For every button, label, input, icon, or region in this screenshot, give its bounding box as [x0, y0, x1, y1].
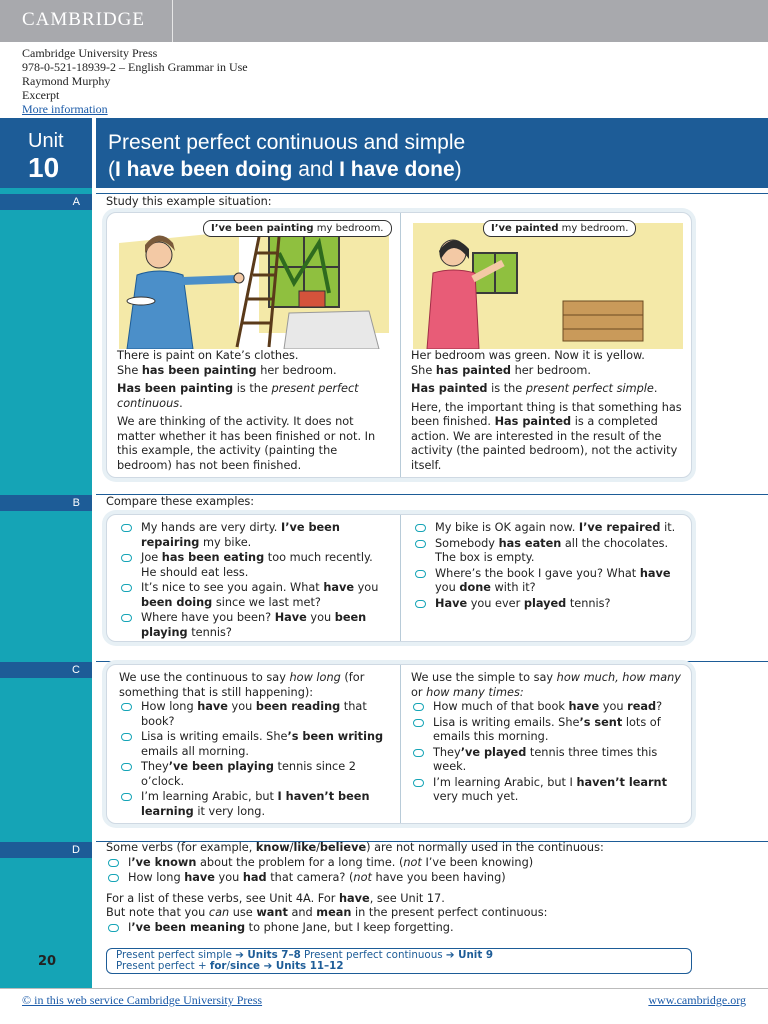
- example-sentence: [411, 716, 687, 745]
- text-run: with it?: [490, 581, 536, 594]
- bullet-icon: [108, 874, 119, 882]
- text-run: since we last met?: [212, 595, 321, 609]
- c-right-intro: [411, 671, 687, 700]
- bold-text: ➔ Unit 9: [445, 949, 494, 961]
- example-sentence: [119, 551, 389, 580]
- text-run: , see Unit 17.: [369, 891, 445, 905]
- example-sentence: [119, 790, 391, 819]
- speech-bubble-kate: [203, 220, 392, 237]
- bullet-icon: [108, 924, 119, 932]
- bold-text: had: [242, 871, 267, 884]
- text-run: How much of that book: [433, 700, 569, 713]
- text-run: lots of emails this morning.: [433, 715, 661, 743]
- bold-text: I’ve repaired: [578, 521, 661, 534]
- section-a-panel: [106, 212, 692, 478]
- bullet-icon: [413, 703, 424, 711]
- illustration-kate-painting: [119, 223, 389, 349]
- text-run: you: [306, 611, 335, 624]
- example-sentence: [411, 746, 687, 775]
- section-c-right-examples: [411, 700, 687, 805]
- text-run: We use the continuous to say: [119, 671, 290, 684]
- painted-bedroom-drawing: [413, 223, 683, 349]
- bold-text: ’ve been playing: [168, 760, 274, 773]
- bold-text: has been eating: [161, 551, 265, 564]
- text-run: I: [128, 920, 132, 934]
- panel-divider: [400, 213, 401, 477]
- text-run: Present perfect simple: [116, 949, 236, 961]
- footer-rule: [0, 988, 768, 989]
- text-run: or: [411, 685, 427, 699]
- text-run: it.: [660, 521, 676, 534]
- panel-divider: [400, 665, 401, 823]
- bold-text: done: [459, 581, 491, 594]
- title-paren-close: ): [454, 158, 462, 181]
- text-run: have you been having): [371, 871, 506, 884]
- bullet-icon: [415, 600, 426, 608]
- text-run: /: [316, 841, 320, 854]
- bubble-painted-rest: my bedroom.: [558, 223, 629, 234]
- cambridge-logo: CAMBRIDGE: [22, 9, 146, 30]
- a-right-p1: Her bedroom was green. Now it is yellow.: [411, 349, 645, 362]
- section-b-right-examples: [413, 521, 683, 612]
- a-right-p4-bold: Has painted: [494, 415, 572, 428]
- bold-text: know: [255, 841, 290, 854]
- d-example-1: [106, 856, 746, 871]
- section-d-text: [106, 841, 746, 936]
- bold-text: have: [323, 581, 355, 594]
- bold-text: ’s been writing: [287, 730, 384, 743]
- text-run: Joe: [141, 551, 162, 564]
- text-run: I’m learning Arabic, but I: [433, 775, 577, 789]
- text-run: you ever: [467, 596, 524, 610]
- section-c-left-examples: [119, 700, 391, 819]
- more-information-link[interactable]: More information: [22, 102, 108, 116]
- a-left-p3-mid: is the: [233, 382, 272, 395]
- bold-text: believe: [319, 841, 367, 854]
- text-run: tennis since 2 o’clock.: [141, 760, 356, 788]
- text-run: Present perfect continuous: [300, 949, 446, 961]
- illustration-painted-bedroom: [413, 223, 683, 349]
- unit-number: 10: [28, 152, 60, 183]
- unit-label: Unit: [28, 130, 64, 152]
- bold-text: ’ve been meaning: [131, 920, 246, 934]
- bold-text: has eaten: [498, 536, 562, 550]
- header-separator: [172, 0, 173, 42]
- d-ex3-text: [128, 921, 454, 934]
- a-right-p2-bold: has painted: [435, 363, 511, 377]
- a-right-p4-pre: Here, the important thing is that something has been finished.: [411, 400, 682, 428]
- book-meta: [22, 46, 248, 116]
- italic-text: not: [353, 871, 372, 884]
- section-tab-b: B: [0, 495, 92, 511]
- text-run: tennis?: [187, 625, 232, 639]
- bold-text: been doing: [141, 595, 213, 609]
- example-sentence: [413, 567, 683, 596]
- bullet-icon: [415, 570, 426, 578]
- title-form-simple: I have done: [339, 158, 455, 181]
- speech-bubble-painted: [483, 220, 636, 237]
- text-run: you: [435, 581, 460, 594]
- text-run: ?: [656, 700, 663, 713]
- example-sentence: [413, 521, 683, 536]
- italic-text: how much, how many: [556, 671, 681, 684]
- section-c-panel: [106, 664, 692, 824]
- text-run: They: [433, 745, 461, 759]
- text-run: My bike is OK again now.: [435, 521, 579, 534]
- bubble-painted-bold: I’ve painted: [491, 223, 559, 234]
- text-run: (for something that is still happening):: [119, 671, 365, 699]
- example-sentence: [119, 700, 391, 729]
- text-run: I’m learning Arabic, but: [141, 790, 278, 803]
- example-sentence: [119, 760, 391, 789]
- a-left-p3-post: .: [179, 396, 183, 410]
- text-run: you: [599, 700, 628, 713]
- example-sentence: [411, 776, 687, 805]
- section-b-intro: Compare these examples:: [106, 495, 255, 508]
- bullet-icon: [121, 584, 132, 592]
- bold-text: have: [568, 700, 600, 713]
- d-example-2: [106, 871, 746, 886]
- c-left-intro: [119, 671, 391, 700]
- d-ex1-text: [128, 856, 533, 869]
- text-run: too much recently. He should eat less.: [141, 551, 373, 579]
- text-run: you: [354, 581, 379, 594]
- section-a-right-text: [411, 349, 687, 477]
- meta-author: Raymond Murphy: [22, 74, 111, 88]
- title-paren-open: (: [108, 158, 115, 181]
- bubble-kate-bold: I’ve been painting: [211, 223, 314, 234]
- example-sentence: [119, 611, 389, 640]
- bullet-icon: [121, 614, 132, 622]
- section-c-rule: [96, 661, 768, 662]
- a-left-p3: [117, 382, 387, 411]
- bold-text: like: [293, 841, 317, 854]
- italic-text: how many times:: [426, 685, 524, 699]
- section-tab-c: C: [0, 662, 92, 678]
- bold-text: read: [627, 700, 657, 713]
- bullet-icon: [121, 703, 132, 711]
- example-sentence: [119, 521, 389, 550]
- bullet-icon: [121, 763, 132, 771]
- a-left-p2-bold: has been painting: [141, 363, 257, 377]
- bold-text: ’ve known: [131, 855, 197, 869]
- cross-reference-row-2[interactable]: [116, 960, 344, 972]
- text-run: We use the simple to say: [411, 671, 557, 684]
- kate-painting-drawing: [119, 223, 389, 349]
- text-run: tennis?: [566, 596, 611, 610]
- bold-text: ➔ Units 7–8: [235, 949, 301, 961]
- section-b-panel: [106, 514, 692, 642]
- cambridge-website-link[interactable]: www.cambridge.org: [648, 993, 746, 1007]
- bold-text: Have: [435, 596, 468, 610]
- italic-text: can: [208, 906, 230, 919]
- bold-text: ’s sent: [579, 715, 623, 729]
- a-left-p4: We are thinking of the activity. It does not matter whether it has been finished or not. In this example, the activity (painting the bedroom) has not been finished.: [117, 415, 376, 472]
- text-run: I’ve been knowing): [421, 855, 534, 869]
- d-verbs-reference-line: [106, 892, 746, 907]
- a-left-p2-pre: She: [117, 363, 142, 377]
- text-run: /: [226, 960, 230, 972]
- text-run: in the present perfect continuous:: [351, 906, 548, 919]
- bold-text: want: [256, 906, 288, 919]
- section-c-left: [119, 671, 391, 820]
- title-and: and: [292, 158, 340, 181]
- bullet-icon: [121, 524, 132, 532]
- example-sentence: [413, 597, 683, 612]
- example-sentence: [119, 730, 391, 759]
- unit-badge: [0, 118, 92, 188]
- bullet-icon: [121, 554, 132, 562]
- meta-excerpt: Excerpt: [22, 88, 60, 102]
- text-run: that book?: [141, 700, 367, 728]
- a-left-p2: [117, 364, 387, 379]
- text-run: my bike.: [199, 535, 252, 549]
- text-run: Present perfect +: [116, 960, 210, 972]
- bold-text: played: [523, 596, 567, 610]
- a-right-p2-pre: She: [411, 363, 436, 377]
- section-tab-d: D: [0, 842, 92, 858]
- example-sentence: [413, 537, 683, 566]
- bold-text: haven’t learnt: [576, 775, 667, 789]
- text-run: all the chocolates. The box is empty.: [435, 536, 669, 564]
- d-intro-line: [106, 841, 746, 856]
- section-tab-a: A: [0, 194, 92, 210]
- bold-text: been reading: [255, 700, 341, 713]
- section-c-right: [411, 671, 687, 806]
- cross-reference-box: [106, 948, 692, 974]
- text-run: to phone Jane, but I keep forgetting.: [245, 920, 454, 934]
- text-run: tennis three times this week.: [433, 745, 658, 773]
- bullet-icon: [121, 793, 132, 801]
- section-a-left-text: [117, 349, 387, 477]
- text-run: it very long.: [193, 804, 266, 818]
- a-right-p2: [411, 364, 687, 379]
- text-run: My hands are very dirty.: [141, 521, 281, 534]
- bold-text: have: [339, 891, 370, 905]
- a-left-p3-bold: Has been painting: [117, 382, 234, 395]
- bold-text: I’ve been repairing: [141, 521, 340, 549]
- a-right-p3-mid: is the: [487, 382, 526, 395]
- d-example-3: [106, 921, 746, 936]
- a-right-p2-post: her bedroom.: [510, 363, 592, 377]
- text-run: They: [141, 760, 169, 773]
- example-sentence: [411, 700, 687, 715]
- text-run: about the problem for a long time. (: [196, 855, 404, 869]
- a-left-p3-ital: present perfect continuous: [117, 382, 359, 410]
- bold-text: I haven’t been learning: [141, 790, 370, 818]
- example-sentence: [119, 581, 389, 610]
- bold-text: mean: [316, 906, 352, 919]
- text-run: and: [287, 906, 317, 919]
- text-run: How long: [128, 871, 185, 884]
- bold-text: been playing: [141, 611, 367, 639]
- bold-text: have: [184, 871, 215, 884]
- bold-text: have: [639, 566, 671, 580]
- bold-text: ➔ Units 11–12: [260, 960, 344, 972]
- unit-title-bar: [96, 118, 768, 188]
- text-run: How long: [141, 700, 198, 713]
- a-right-p4-post: is a completed action. We are interested in the result of the activity (the painted bedroom), not the activity itself.: [411, 415, 678, 472]
- italic-text: not: [403, 855, 422, 869]
- text-run: Lisa is writing emails. She: [141, 730, 288, 743]
- unit-title-line1: Present perfect continuous and simple: [108, 131, 466, 154]
- section-a-rule: [96, 193, 768, 194]
- bold-text: for: [209, 960, 227, 972]
- bullet-icon: [121, 733, 132, 741]
- section-a-intro: Study this example situation:: [106, 195, 272, 208]
- meta-isbn: 978-0-521-18939-2 – English Grammar in Use: [22, 60, 248, 74]
- a-right-p3: [411, 382, 687, 397]
- a-left-p2-post: her bedroom.: [256, 363, 337, 377]
- bold-text: have: [197, 700, 228, 713]
- bullet-icon: [415, 540, 426, 548]
- text-run: Lisa is writing emails. She: [433, 715, 580, 729]
- text-run: ) are not normally used in the continuous:: [366, 841, 604, 854]
- text-run: Somebody: [435, 536, 499, 550]
- panel-divider: [400, 515, 401, 641]
- d-ex2-text: [128, 871, 506, 884]
- bubble-kate-rest: my bedroom.: [313, 223, 384, 234]
- page-number: 20: [38, 954, 57, 969]
- a-right-p3-post: .: [653, 382, 658, 395]
- italic-text: how long: [289, 671, 341, 684]
- text-run: I: [128, 855, 132, 869]
- bullet-icon: [415, 524, 426, 532]
- bold-text: ’ve played: [460, 745, 527, 759]
- text-run: But note that you: [106, 906, 209, 919]
- publisher-header-bar: [0, 0, 768, 42]
- text-run: that camera? (: [266, 871, 354, 884]
- section-b-left-examples: [119, 521, 389, 641]
- d-note-line: [106, 906, 746, 921]
- bullet-icon: [413, 779, 424, 787]
- bullet-icon: [108, 859, 119, 867]
- title-form-continuous: I have been doing: [115, 158, 293, 181]
- a-right-p3-ital: present perfect simple: [525, 382, 654, 395]
- text-run: you: [227, 700, 256, 713]
- text-run: /: [289, 841, 294, 854]
- bullet-icon: [413, 749, 424, 757]
- unit-title-line2: [108, 158, 462, 182]
- text-run: It’s nice to see you again. What: [141, 581, 324, 594]
- a-left-p1: There is paint on Kate’s clothes.: [117, 349, 299, 362]
- a-right-p3-bold: Has painted: [411, 382, 488, 395]
- text-run: For a list of these verbs, see Unit 4A. For: [106, 891, 340, 905]
- bold-text: Have: [274, 611, 307, 624]
- a-right-p4: [411, 401, 687, 474]
- text-run: you: [214, 871, 243, 884]
- bullet-icon: [413, 719, 424, 727]
- text-run: Some verbs (for example,: [106, 841, 256, 854]
- text-run: Where have you been?: [141, 611, 275, 624]
- text-run: very much yet.: [433, 790, 519, 803]
- bold-text: since: [229, 960, 261, 972]
- copyright-link[interactable]: © in this web service Cambridge University Press: [22, 993, 263, 1007]
- text-run: emails all morning.: [141, 744, 250, 758]
- text-run: use: [229, 906, 257, 919]
- meta-publisher: Cambridge University Press: [22, 46, 158, 60]
- text-run: Where’s the book I gave you? What: [435, 566, 640, 580]
